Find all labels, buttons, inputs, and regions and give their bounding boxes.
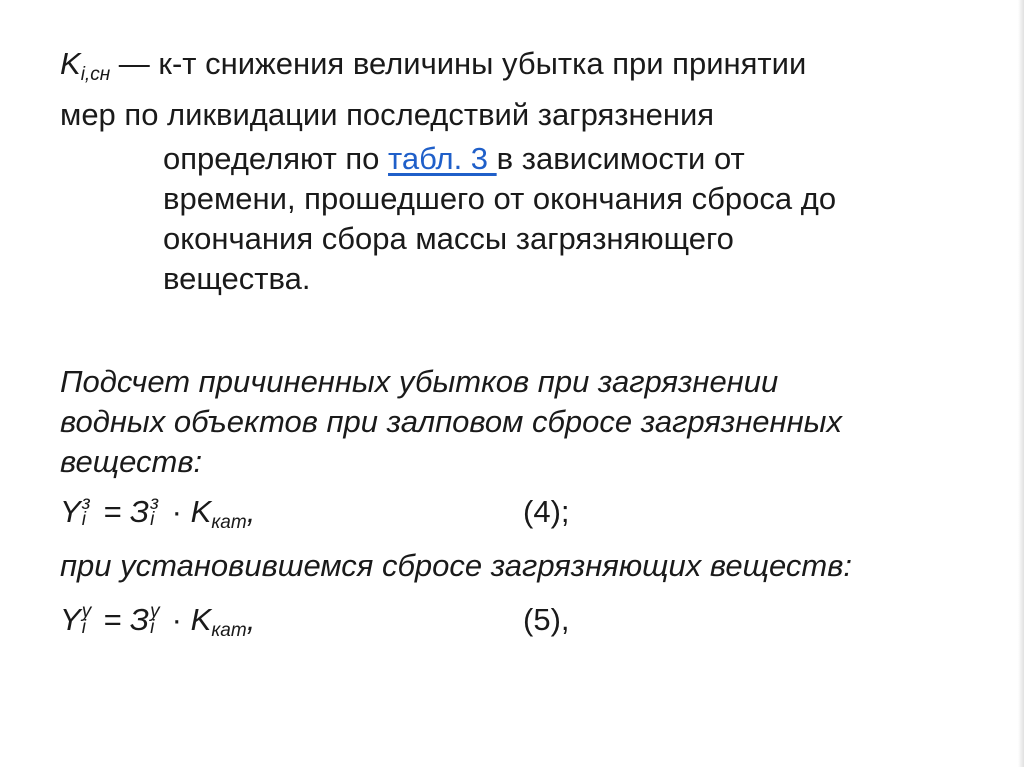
heading-line-3: веществ: (60, 444, 203, 479)
formula-5-lhs-sub: i (81, 617, 86, 638)
coefficient-subscript: i,сн (80, 64, 111, 85)
formula-5-number: (5), (523, 602, 570, 637)
heading-line-2: водных объектов при залповом сбросе загрязненных (60, 404, 842, 439)
formula-4-lhs: Y (60, 494, 81, 529)
formula-4-rhs-indices (149, 492, 163, 530)
formula-4-lhs-sup: з (81, 493, 91, 514)
definition-line-1 (60, 44, 806, 95)
formula-4-comma: , (246, 494, 256, 529)
method-line-2: времени, прошедшего от окончания сброса до (163, 181, 837, 216)
heading-line-1: Подсчет причиненных убытков при загрязнении (60, 364, 779, 399)
formula-5-equals: = (94, 602, 131, 637)
formula-5-lhs-sup: у (81, 601, 92, 622)
heading-paragraph (60, 362, 842, 482)
formula-5-dot: · (163, 602, 191, 637)
formula-5-factor-sub: кат (211, 620, 247, 641)
definition-line-2: мер по ликвидации последствий загрязнения (60, 97, 715, 132)
formula-4-rhs-sub: i (150, 509, 155, 530)
method-line-3: окончания сбора массы загрязняющего (163, 221, 734, 256)
formula-5-lhs-indices (81, 600, 95, 638)
method-prefix: определяют по (163, 141, 389, 176)
formula-5 (60, 600, 255, 651)
formula-4-lhs-sub: i (81, 509, 86, 530)
formula-4 (60, 492, 255, 543)
formula-4-equals: = (94, 494, 131, 529)
method-line-4: вещества. (163, 261, 311, 296)
formula-4-rhs-sup: з (150, 493, 159, 514)
formula-5-rhs-indices (149, 600, 163, 638)
formula-4-number: (4); (523, 494, 570, 529)
steady-discharge-note: при установившемся сбросе загрязняющих веществ: (60, 548, 852, 583)
definition-text-1: — к-т снижения величины убытка при принятии (110, 46, 807, 81)
slide-edge-shadow (1018, 0, 1024, 767)
formula-5-lhs: Y (60, 602, 81, 637)
formula-5-factor: K (190, 602, 212, 637)
formula-5-rhs: З (130, 602, 150, 637)
method-paragraph (163, 139, 836, 299)
coefficient-symbol: K (60, 46, 81, 81)
method-line-1 (163, 139, 836, 179)
formula-4-rhs: З (130, 494, 150, 529)
formula-5-rhs-sup: у (150, 601, 160, 622)
table-3-link[interactable]: табл. 3 (388, 141, 497, 176)
formula-5-comma: , (246, 602, 256, 637)
formula-4-dot: · (163, 494, 191, 529)
formula-4-factor: K (190, 494, 212, 529)
formula-4-lhs-indices (81, 492, 95, 530)
formula-5-rhs-sub: i (150, 617, 155, 638)
definition-paragraph (60, 44, 806, 135)
method-line-1-rest: в зависимости от (496, 141, 745, 176)
formula-4-factor-sub: кат (211, 512, 247, 533)
